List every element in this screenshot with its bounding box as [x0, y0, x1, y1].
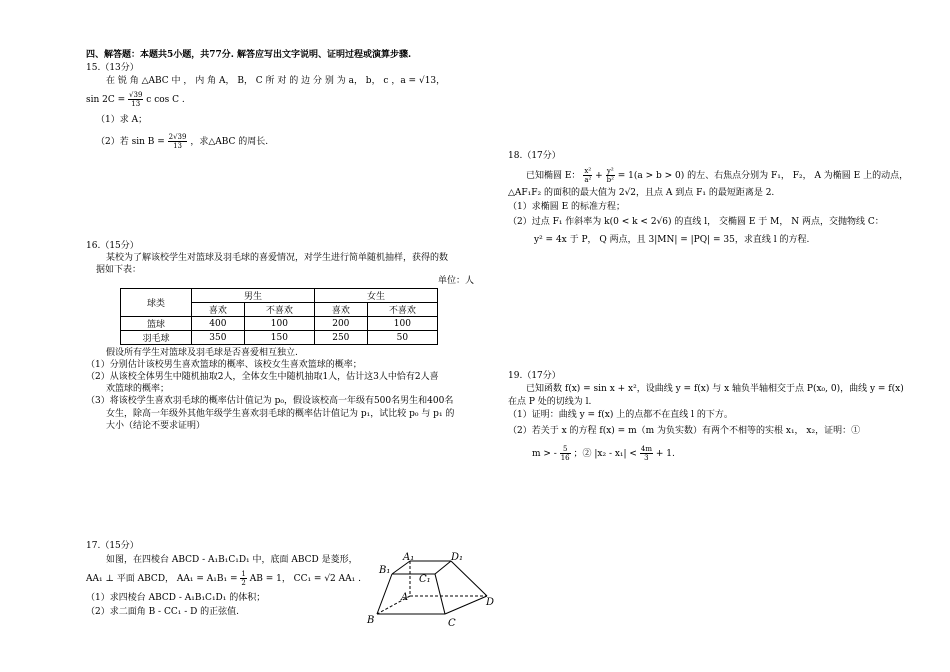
q15-fraction: $\frac{√39}{13}$ [129, 91, 143, 108]
vertex-label: C₁ [419, 574, 431, 585]
table-group-male: 男生 [192, 289, 315, 303]
table-row: 羽毛球 350 150 250 50 [121, 331, 438, 345]
table-header: 不喜欢 [367, 303, 437, 317]
q16-part3-line3: 大小（结论不要求证明） [106, 421, 206, 431]
q17-line2: AA₁ ⊥ 平面 ABCD， AA₁ = A₁B₁ = $\frac{1}{2}$ AB = 1， CC₁ = √2 AA₁ . [86, 570, 361, 587]
q16-number: 16.（15分） [86, 241, 139, 251]
q19-part1: （1）证明：曲线 y = f(x) 上的点都不在直线 l 的下方。 [508, 410, 733, 420]
q18-part1: （1）求椭圆 E 的标准方程； [508, 202, 626, 212]
q17-number: 17.（15分） [86, 541, 139, 551]
q18-part2-line1: （2）过点 F₁ 作斜率为 k(0 < k < 2√6) 的直线 l， 交椭圆 E 于 M， N 两点，交抛物线 C： [508, 217, 884, 227]
q19-number: 19.（17分） [508, 371, 561, 381]
q16-intro-line1: 某校为了解该校学生对篮球及羽毛球的喜爱情况，对学生进行简单随机抽样，获得的数 [106, 253, 449, 263]
q16-part3-line1: （3）将该校学生喜欢羽毛球的概率估计值记为 p₀，假设该校高一年级有500名男生和400名 [86, 396, 454, 406]
q17-part1: （1）求四棱台 ABCD - A₁B₁C₁D₁ 的体积； [86, 593, 266, 603]
q18-line1: 已知椭圆 E： $\frac{\text{x²}}{\text{a²}}$ + $\frac{\text{y²}}{\text{b²}}$ = 1(a > b > 0) 的左、右焦点分别为 F₁， F₂， A 为椭圆 E 上的动点， [526, 167, 909, 184]
q18-number: 18.（17分） [508, 151, 561, 161]
table-header: 喜欢 [192, 303, 245, 317]
vertex-label: A₁ [403, 552, 415, 563]
table-header: 喜欢 [314, 303, 367, 317]
table-row: 篮球 400 100 200 100 [121, 317, 438, 331]
q16-data-table [120, 288, 438, 345]
vertex-label: D₁ [451, 552, 464, 563]
q17-line1: 如图，在四棱台 ABCD - A₁B₁C₁D₁ 中，底面 ABCD 是菱形， [106, 555, 358, 565]
q19-line1: 已知函数 f(x) = sin x + x²，设曲线 y = f(x) 与 x 轴负半轴相交于点 P(x₀, 0)，曲线 y = f(x) [526, 384, 904, 394]
q15-part2: （2）若 sin B = $\frac{2√39}{13}$ ，求△ABC 的周长. [96, 133, 269, 150]
q15-part1: （1）求 A； [96, 115, 148, 125]
vertex-label: B₁ [379, 565, 391, 576]
table-header: 不喜欢 [244, 303, 314, 317]
q19-line2: 在点 P 处的切线为 l. [508, 397, 592, 407]
q15-line2: sin 2C = $\frac{√39}{13}$ c cos C . [86, 91, 185, 108]
q15-number: 15.（13分） [86, 63, 139, 73]
vertex-label: B [367, 615, 375, 626]
q16-part1: （1）分别估计该校男生喜欢篮球的概率、该校女生喜欢篮球的概率； [86, 360, 362, 370]
frustum-figure [365, 548, 500, 630]
vertex-label: A [401, 592, 409, 603]
q16-part3-line2: 女生，除高一年级外其他年级学生喜欢羽毛球的概率估计值记为 p₁，试比较 p₀ 与 p₁ 的 [106, 409, 455, 419]
q18-part2-line2: y² = 4x 于 P， Q 两点，且 3|MN| = |PQ| = 35，求直线 l 的方程. [534, 235, 810, 245]
q16-part2-line1: （2）从该校全体男生中随机抽取2人，全体女生中随机抽取1人，估计这3人中恰有2人喜 [86, 372, 439, 382]
vertex-label: D [486, 597, 495, 608]
q19-part2-line1: （2）若关于 x 的方程 f(x) = m（m 为负实数）有两个不相等的实根 x₁， x₂，证明：① [508, 426, 861, 436]
q17-part2: （2）求二面角 B - CC₁ - D 的正弦值. [86, 607, 240, 617]
table-corner: 球类 [121, 289, 192, 317]
table-group-female: 女生 [314, 289, 437, 303]
q19-part2-line2: m > - $\frac{5}{16}$ ；② |x₂ - x₁| < $\frac{4m}{3}$ + 1. [532, 445, 675, 462]
section-heading: 四、解答题：本题共5小题，共77分. 解答应写出文字说明、证明过程或演算步骤. [86, 50, 412, 60]
q16-part2-line2: 欢篮球的概率； [106, 384, 170, 394]
q16-assumption: 假设所有学生对篮球及羽毛球是否喜爱相互独立. [106, 348, 298, 358]
q16-unit: 单位：人 [438, 276, 475, 286]
q15-line1: 在 锐 角 △ABC 中 ， 内 角 A， B， C 所 对 的 边 分 别 为 a， b， c ，a = √13， [106, 76, 446, 86]
q16-intro-line2: 据如下表： [96, 265, 142, 275]
q18-line2: △AF₁F₂ 的面积的最大值为 2√2，且点 A 到点 F₁ 的最短距离是 2. [508, 188, 775, 198]
vertex-label: C [448, 618, 456, 629]
